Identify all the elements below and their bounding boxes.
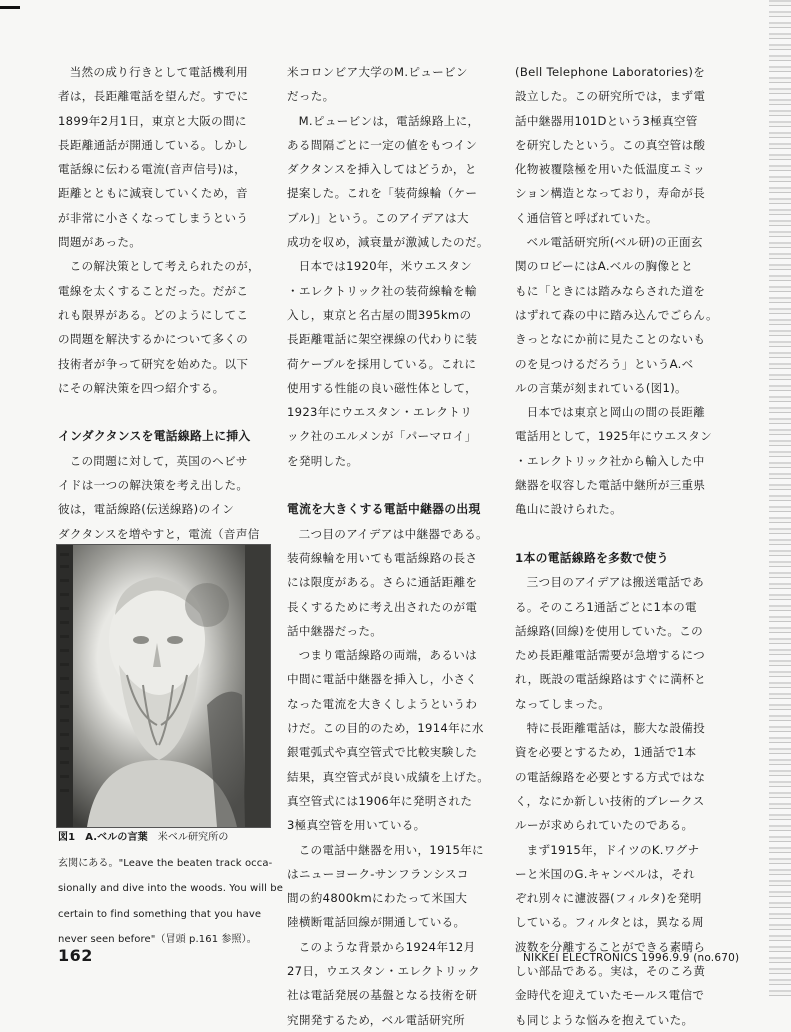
- col2-paragraph-5: [287, 643, 497, 837]
- text-line: 入し，東京と名古屋の間395kmの: [287, 307, 472, 322]
- text-line: 日本では東京と岡山の間の長距離: [526, 405, 706, 420]
- scanned-page-edge: [769, 0, 791, 999]
- text-line: ぞれ別々に濾波器(フィルタ)を発明: [515, 891, 702, 906]
- text-line: く，なにか新しい技術的ブレークス: [515, 793, 705, 808]
- caption-line-1: 米ベル研究所の: [147, 832, 229, 843]
- text-line: 設立した。この研究所では，まず電: [515, 89, 706, 104]
- text-line: 亀山に設けられた。: [515, 502, 623, 517]
- col3-paragraph-6: [515, 838, 730, 1032]
- text-line: 荷ケーブルを採用している。これに: [287, 356, 477, 371]
- text-line: 米コロンビア大学のM.ピュービン: [287, 65, 468, 79]
- text-line: 三つ目のアイデアは搬送電話であ: [526, 575, 704, 590]
- text-line: 関のロビーにはA.ベルの胸像とと: [515, 259, 694, 274]
- text-line: 成功を収め，減衰量が激減したのだ。: [287, 235, 489, 250]
- journal-footer: NIKKEI ELECTRONICS 1996.9.9 (no.670): [523, 952, 740, 964]
- col2-paragraph-6: [287, 838, 497, 935]
- text-line: 話中継器用101Dという3極真空管: [515, 113, 698, 128]
- column-2: [287, 60, 497, 1032]
- text-line: ・エレクトリック社から輸入した中: [515, 453, 705, 468]
- text-line: ため長距離電話需要が急増するにつ: [515, 648, 706, 663]
- text-line: ブル)」という。このアイデアは大: [287, 210, 469, 225]
- text-line: きっとなにか前に見たことのないも: [515, 332, 706, 347]
- text-line: この電話中継器を用い，1915年に: [298, 842, 484, 857]
- text-line: 資を必要とするため，1通話で1本: [515, 745, 697, 760]
- col1-paragraph-1: [58, 60, 268, 254]
- col1-paragraph-2: [58, 254, 268, 400]
- text-line: 長距離電話に架空裸線の代わりに装: [287, 332, 478, 347]
- text-line: ダクタンスを挿入してはどうか，と: [287, 162, 477, 177]
- text-line: もに「ときには踏みならされた道を: [515, 283, 706, 298]
- text-line: れも限界がある。どのようにしてこ: [58, 307, 249, 322]
- col3-paragraph-5: [515, 716, 730, 837]
- text-line: 者は，長距離電話を望んだ。すでに: [58, 89, 249, 104]
- text-line: を発明した。: [287, 453, 359, 468]
- text-line: 問題があった。: [58, 235, 142, 250]
- text-line: 結果，真空管式が良い成績を上げた。: [287, 769, 490, 784]
- text-line: ーと米国のG.キャンベルは，それ: [515, 866, 695, 881]
- text-line: には限度がある。さらに通話距離を: [287, 575, 478, 590]
- text-line: sionally and dive into the woods. You will be: [58, 883, 283, 894]
- figure-label: 図1 A.ベルの言葉: [58, 832, 148, 843]
- text-line: ・エレクトリック社の装荷線輪を輸: [287, 283, 477, 298]
- text-line: 社は電話発展の基盤となる技術を研: [287, 988, 478, 1003]
- text-line: 金時代を迎えていたモールス電信で: [515, 988, 705, 1003]
- text-line: 特に長距離電話は，膨大な設備投: [526, 721, 706, 736]
- text-line: 話中継器だった。: [287, 623, 383, 638]
- text-line: 27日，ウエスタン・エレクトリック: [287, 963, 481, 978]
- text-line: 継器を収容した電話中継所が三重県: [515, 478, 706, 493]
- text-line: 1899年2月1日，東京と大阪の間に: [58, 113, 247, 128]
- text-line: 使用する性能の良い磁性体として，: [287, 380, 478, 395]
- text-line: けだ。この目的のため，1914年に水: [287, 721, 484, 736]
- text-line: 装荷線輪を用いても電話線路の長さ: [287, 550, 478, 565]
- column-1: [58, 60, 268, 595]
- text-line: も同じような悩みを抱えていた。: [515, 1012, 694, 1027]
- page-number: 162: [58, 946, 93, 965]
- text-line: はずれて森の中に踏み込んでごらん。: [515, 307, 718, 322]
- text-line: だった。: [287, 89, 335, 104]
- col2-paragraph-4: [287, 522, 497, 643]
- text-line: はニューヨーク-サンフランシスコ: [287, 866, 469, 881]
- text-line: (Bell Telephone Laboratories)を: [515, 65, 706, 79]
- text-line: を研究したという。この真空管は酸: [515, 137, 706, 152]
- figure-caption: [58, 830, 283, 958]
- column-3: [515, 60, 730, 1032]
- text-line: なってしまった。: [515, 696, 611, 711]
- text-line: certain to find something that you have: [58, 908, 262, 920]
- text-line: く通信管と呼ばれていた。: [515, 210, 658, 225]
- col3-paragraph-4: [515, 570, 730, 716]
- section-heading-multiplex: 1本の電話線路を多数で使う: [515, 550, 669, 565]
- text-line: つまり電話線路の両端，あるいは: [298, 648, 478, 663]
- col2-paragraph-1: [287, 60, 497, 109]
- text-line: 二つ目のアイデアは中継器である。: [298, 526, 488, 541]
- col2-paragraph-2: [287, 109, 497, 255]
- text-line: 話線路(回線)を使用していた。この: [515, 623, 704, 638]
- text-line: 日本では1920年，米ウエスタン: [298, 259, 473, 274]
- col3-paragraph-1: [515, 60, 730, 230]
- text-line: 化物被覆陰極を用いた低温度エミッ: [515, 162, 706, 177]
- text-line: never seen before"（冒頭 p.161 参照）。: [58, 934, 257, 945]
- text-line: ルの言葉が刻まれている(図1)。: [515, 380, 687, 395]
- text-line: ション構造となっており，寿命が長: [515, 186, 706, 201]
- text-line: 電話用として，1925年にウエスタン: [515, 429, 712, 444]
- text-line: している。フィルタとは，異なる周: [515, 915, 704, 930]
- text-line: 距離とともに減衰していくため，音: [58, 186, 248, 201]
- col3-paragraph-2: [515, 230, 730, 400]
- section-heading-repeater: 電流を大きくする電話中継器の出現: [287, 502, 481, 517]
- text-line: まず1915年，ドイツのK.ワグナ: [526, 842, 700, 857]
- text-line: しい部品である。実は，そのころ黄: [515, 963, 706, 978]
- text-line: が非常に小さくなってしまうという: [58, 210, 249, 225]
- corner-crop-mark: [0, 6, 20, 9]
- text-line: れ，既設の電話線路はすぐに満杯と: [515, 672, 706, 687]
- text-line: ベル電話研究所(ベル研)の正面玄: [526, 235, 703, 250]
- section-heading-inductance: インダクタンスを電話線路上に挿入: [58, 429, 251, 444]
- text-line: 電話線に伝わる電流(音声信号)は，: [58, 162, 247, 177]
- text-line: 彼は，電話線路(伝送線路)のイン: [58, 502, 235, 517]
- text-line: イドは一つの解決策を考え出した。: [58, 478, 249, 493]
- text-line: 長くするために考え出されたのが電: [287, 599, 478, 614]
- text-line: 波数を分離することができる素晴ら: [515, 939, 706, 954]
- text-line: の問題を解決するかについて多くの: [58, 332, 249, 347]
- text-line: 究開発するため，ベル電話研究所: [287, 1012, 465, 1027]
- text-line: 真空管式には1906年に発明された: [287, 793, 473, 808]
- text-line: M.ピュービンは，電話線路上に，: [298, 113, 480, 128]
- bell-bust-photo: [56, 544, 271, 828]
- col3-paragraph-3: [515, 400, 730, 521]
- text-line: 玄関にある。"Leave the beaten track occa-: [58, 857, 273, 869]
- text-line: 電線を太くすることだった。だがこ: [58, 283, 249, 298]
- text-line: ダクタンスを増やすと，電流（音声信: [58, 526, 260, 541]
- text-line: る。そのころ1通話ごとに1本の電: [515, 599, 697, 614]
- text-line: 陸横断電話回線が開通している。: [287, 915, 466, 930]
- text-line: 1923年にウエスタン・エレクトリ: [287, 405, 473, 420]
- text-line: 中間に電話中継器を挿入し，小さく: [287, 672, 478, 687]
- text-line: にその解決策を四つ紹介する。: [58, 380, 225, 395]
- text-line: ック社のエルメンが「パーマロイ」: [287, 429, 477, 444]
- text-line: 技術者が争って研究を始めた。以下: [58, 356, 249, 371]
- col2-paragraph-3: [287, 254, 497, 473]
- text-line: この問題に対して，英国のヘビサ: [69, 453, 248, 468]
- text-line: 長距離通話が開通している。しかし: [58, 137, 249, 152]
- text-line: 銀電弧式や真空管式で比較実験した: [287, 745, 478, 760]
- text-line: ルーが求められていたのである。: [515, 818, 694, 833]
- caption-rest: [58, 856, 283, 948]
- text-line: 間の約4800kmにわたって米国大: [287, 891, 468, 906]
- text-line: なった電流を大きくしようというわ: [287, 696, 478, 711]
- text-line: このような背景から1924年12月: [298, 939, 476, 954]
- col2-paragraph-7: [287, 935, 497, 1032]
- text-line: 当然の成り行きとして電話機利用: [69, 65, 249, 79]
- text-line: のを見つけるだろう」というA.ベ: [515, 356, 694, 371]
- text-line: 3極真空管を用いている。: [287, 818, 426, 833]
- text-line: 提案した。これを「装荷線輪（ケー: [287, 186, 478, 201]
- text-line: の電話線路を必要とする方式ではな: [515, 769, 706, 784]
- text-line: ある間隔ごとに一定の値をもつイン: [287, 137, 478, 152]
- text-line: この解決策として考えられたのが，: [69, 259, 260, 274]
